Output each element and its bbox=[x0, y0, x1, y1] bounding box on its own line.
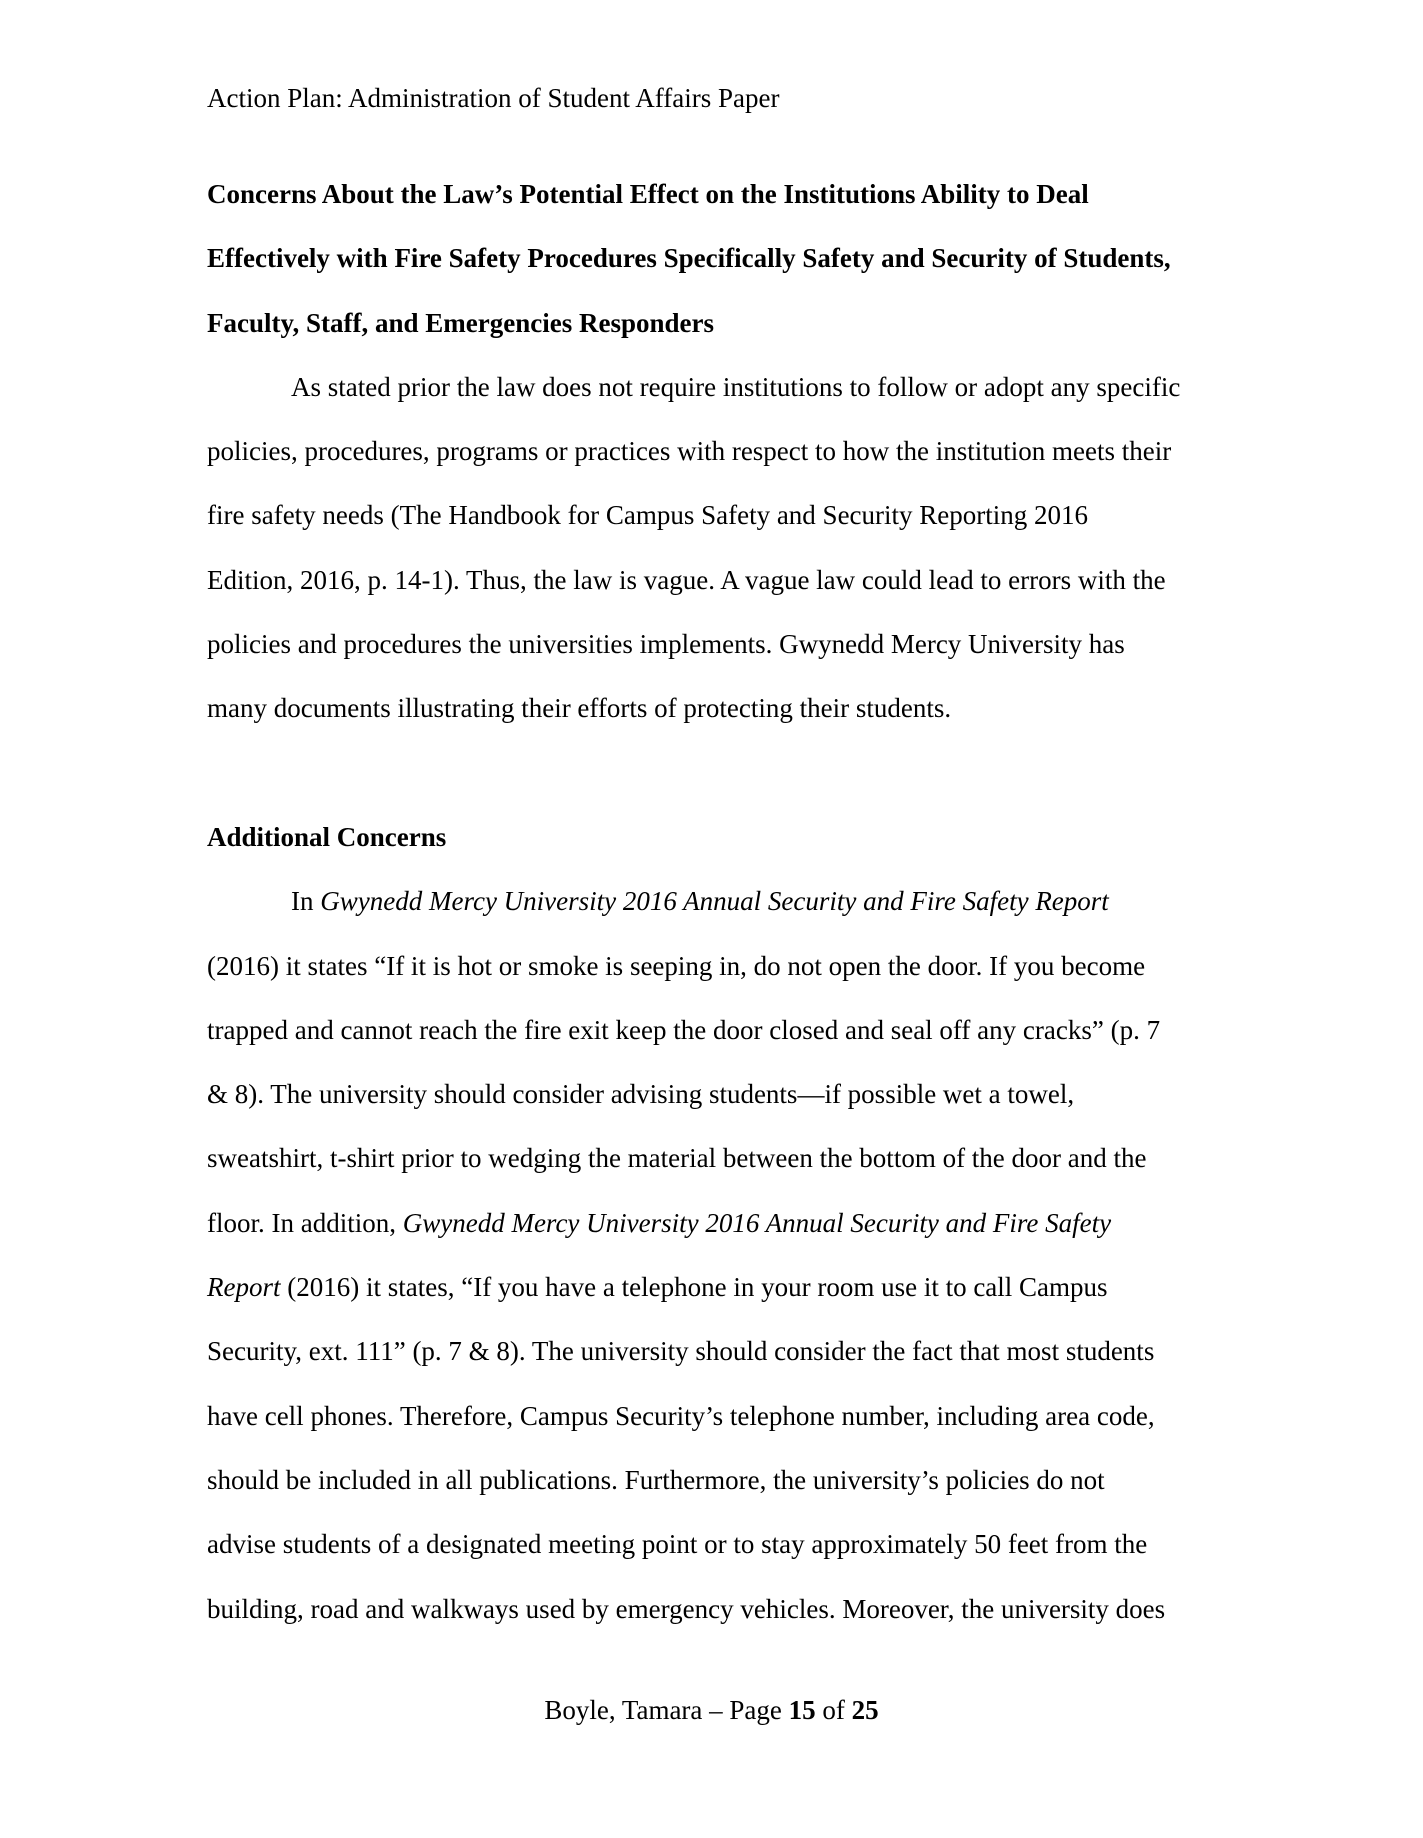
paragraph-line: many documents illustrating their efforts of protecting their students. bbox=[207, 693, 952, 724]
paragraph-line: trapped and cannot reach the fire exit keep the door closed and seal off any cracks” (p. 7 bbox=[207, 1014, 1161, 1045]
paragraph-line: sweatshirt, t-shirt prior to wedging the material between the bottom of the door and the bbox=[207, 1143, 1147, 1174]
paragraph-law-vague bbox=[207, 355, 1237, 741]
page-body bbox=[207, 162, 1237, 1641]
page-footer bbox=[0, 1690, 1423, 1730]
text-run: In bbox=[291, 886, 321, 917]
report-title-italic: Report bbox=[207, 1272, 281, 1303]
report-title-italic: Gwynedd Mercy University 2016 Annual Security and Fire Safety bbox=[402, 1207, 1112, 1238]
paragraph-line: advise students of a designated meeting point or to stay approximately 50 feet from the bbox=[207, 1529, 1148, 1560]
paragraph-additional-concerns bbox=[207, 869, 1237, 1641]
heading-line: Effectively with Fire Safety Procedures Specifically Safety and Security of Students, bbox=[207, 243, 1171, 274]
running-head: Action Plan: Administration of Student Affairs Paper bbox=[207, 83, 780, 113]
paragraph-line bbox=[207, 869, 1237, 933]
footer-of: of bbox=[815, 1695, 852, 1725]
footer-author: Boyle, Tamara – Page bbox=[544, 1695, 789, 1725]
footer-total-pages: 25 bbox=[851, 1695, 879, 1725]
paragraph-line: & 8). The university should consider advising students—if possible wet a towel, bbox=[207, 1079, 1075, 1110]
paragraph-line: building, road and walkways used by emergency vehicles. Moreover, the university does bbox=[207, 1593, 1166, 1624]
footer-page-number: 15 bbox=[788, 1695, 816, 1725]
paragraph-line: policies, procedures, programs or practices with respect to how the institution meets their bbox=[207, 436, 1172, 467]
paragraph-line: Edition, 2016, p. 14-1). Thus, the law is vague. A vague law could lead to errors with the bbox=[207, 564, 1166, 595]
paragraph-line: policies and procedures the universities implements. Gwynedd Mercy University has bbox=[207, 629, 1125, 660]
heading-line: Faculty, Staff, and Emergencies Responders bbox=[207, 307, 714, 338]
paragraph-line: (2016) it states “If it is hot or smoke is seeping in, do not open the door. If you become bbox=[207, 950, 1146, 981]
paragraph-line: As stated prior the law does not require institutions to follow or adopt any specific bbox=[291, 371, 1181, 402]
section-heading-additional-concerns: Additional Concerns bbox=[207, 821, 447, 852]
text-run: (2016) it states, “If you have a telephone in your room use it to call Campus bbox=[280, 1272, 1108, 1303]
paragraph-line bbox=[207, 1255, 1237, 1319]
text-run: floor. In addition, bbox=[207, 1207, 403, 1238]
paragraph-line: should be included in all publications. Furthermore, the university’s policies do not bbox=[207, 1464, 1105, 1495]
report-title-italic: Gwynedd Mercy University 2016 Annual Security and Fire Safety Report bbox=[320, 886, 1109, 917]
paragraph-line: fire safety needs (The Handbook for Campus Safety and Security Reporting 2016 bbox=[207, 500, 1089, 531]
heading-line: Concerns About the Law’s Potential Effect on the Institutions Ability to Deal bbox=[207, 179, 1089, 209]
paragraph-line: Security, ext. 111” (p. 7 & 8). The university should consider the fact that most students bbox=[207, 1336, 1155, 1367]
section-heading-concerns bbox=[207, 162, 1237, 355]
blank-line bbox=[207, 741, 1237, 805]
paragraph-line: have cell phones. Therefore, Campus Security’s telephone number, including area code, bbox=[207, 1400, 1155, 1431]
paragraph-line bbox=[207, 1191, 1237, 1255]
